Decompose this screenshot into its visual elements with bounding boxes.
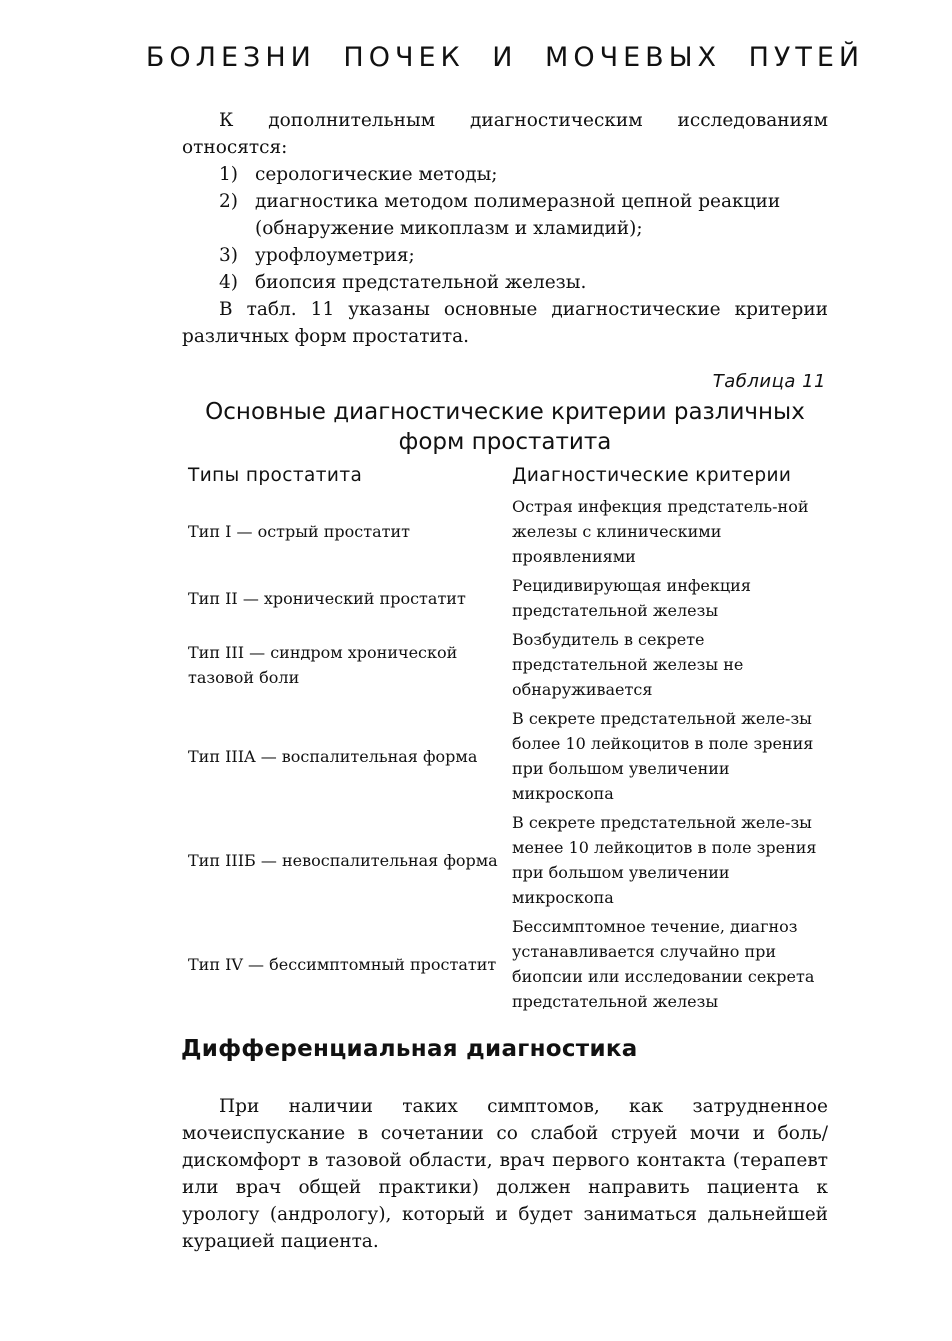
prostatitis-type: Тип IV — бессимптомный простатит	[188, 954, 497, 974]
list-text: урофлоуметрия;	[255, 245, 415, 266]
prostatitis-type: Тип III — синдром хронической тазовой боли	[188, 642, 458, 687]
table-row	[188, 706, 828, 806]
table-label: Таблица 11	[712, 371, 826, 392]
table-row	[188, 573, 828, 623]
table-row	[188, 627, 828, 702]
table-reference: В табл. 11 указаны основные диагностические критерии различных форм простатита.	[182, 299, 828, 347]
table-row	[188, 494, 828, 569]
diagnostic-criteria: В секрете предстательной желе-зы менее 10 лейкоцитов в поле зрения при большом увеличении микроскопа	[512, 813, 817, 907]
list-item	[182, 242, 828, 269]
list-number: 3)	[219, 245, 238, 266]
criteria-table	[188, 494, 828, 1014]
intro-lead: К дополнительным диагностическим исследованиям относятся:	[182, 110, 828, 158]
prostatitis-type: Тип IIIБ — невоспалительная форма	[188, 850, 498, 870]
column-header-types: Типы простатита	[188, 465, 363, 486]
intro-block	[182, 107, 828, 350]
table-title: Основные диагностические критерии различных форм простатита	[205, 399, 805, 455]
list-number: 1)	[219, 164, 238, 185]
list-text: серологические методы;	[255, 164, 498, 185]
prostatitis-type: Тип IIIA — воспалительная форма	[188, 746, 478, 766]
research-list	[182, 161, 828, 296]
running-head: БОЛЕЗНИ ПОЧЕК И МОЧЕВЫХ ПУТЕЙ	[145, 42, 865, 73]
diagnostic-criteria: В секрете предстательной желе-зы более 10 лейкоцитов в поле зрения при большом увеличении микроскопа	[512, 709, 814, 803]
table-row	[188, 810, 828, 910]
section-heading: Дифференциальная диагностика	[181, 1036, 638, 1062]
list-item	[182, 161, 828, 188]
list-number: 2)	[219, 191, 238, 212]
column-header-criteria: Диагностические критерии	[512, 465, 792, 486]
prostatitis-type: Тип II — хронический простатит	[188, 588, 466, 608]
list-text: диагностика методом полимеразной цепной реакции (обнаружение микоплазм и хламидий);	[255, 191, 781, 239]
list-text: биопсия предстательной железы.	[255, 272, 587, 293]
list-number: 4)	[219, 272, 238, 293]
diagnostic-criteria: Острая инфекция предстатель-ной железы с клиническими проявлениями	[512, 497, 809, 566]
diagnostic-criteria: Рецидивирующая инфекция предстательной железы	[512, 576, 751, 620]
prostatitis-type: Тип I — острый простатит	[188, 522, 411, 541]
list-item	[182, 188, 828, 242]
diagnostic-criteria: Бессимптомное течение, диагноз устанавливается случайно при биопсии или исследовании секрета предстательной железы	[512, 917, 815, 1011]
closing-block	[182, 1093, 828, 1255]
diagnostic-criteria: Возбудитель в секрете предстательной железы не обнаруживается	[512, 630, 744, 699]
table-row	[188, 914, 828, 1014]
closing-paragraph: При наличии таких симптомов, как затрудненное мочеиспускание в сочетании со слабой струей мочи и боль/дискомфорт в тазовой области, врач первого контакта (терапевт или врач общей практики) должен направить пациента к урологу (андрологу), который и будет заниматься дальнейшей курацией пациента.	[182, 1096, 828, 1252]
list-item	[182, 269, 828, 296]
